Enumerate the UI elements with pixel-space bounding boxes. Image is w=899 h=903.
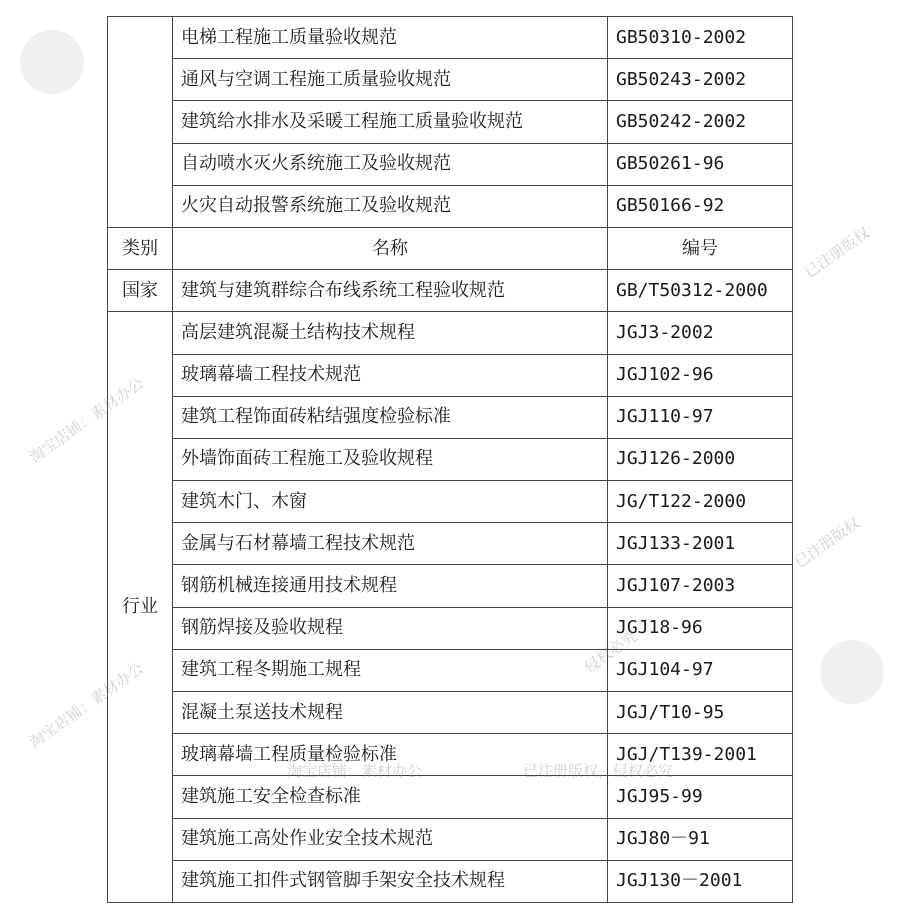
table-row bbox=[108, 59, 793, 101]
standard-code: JGJ/T10-95 bbox=[608, 692, 793, 734]
standard-code: JGJ/T139-2001 bbox=[608, 734, 793, 776]
standard-name: 建筑施工安全检查标准 bbox=[173, 776, 608, 818]
standard-name: 高层建筑混凝土结构技术规程 bbox=[173, 312, 608, 354]
standard-name: 建筑施工高处作业安全技术规范 bbox=[173, 818, 608, 860]
standard-code: JGJ107-2003 bbox=[608, 565, 793, 607]
watermark-shop-diagonal: 淘宝店铺：素材办公 bbox=[26, 374, 148, 467]
standard-name: 玻璃幕墙工程技术规范 bbox=[173, 354, 608, 396]
standard-name: 建筑施工扣件式钢管脚手架安全技术规程 bbox=[173, 860, 608, 902]
standard-code: JG/T122-2000 bbox=[608, 481, 793, 523]
watermark-registered-diagonal: 已注册版权 bbox=[801, 223, 873, 282]
header-name: 名称 bbox=[173, 227, 608, 269]
table-row bbox=[108, 354, 793, 396]
standard-name: 通风与空调工程施工质量验收规范 bbox=[173, 59, 608, 101]
table-row bbox=[108, 523, 793, 565]
watermark-shop: 淘宝店铺：素材办公 bbox=[287, 762, 423, 780]
standard-code: JGJ95-99 bbox=[608, 776, 793, 818]
table-row bbox=[108, 607, 793, 649]
standard-name: 建筑工程冬期施工规程 bbox=[173, 649, 608, 691]
standard-code: JGJ18-96 bbox=[608, 607, 793, 649]
standard-code: JGJ130－2001 bbox=[608, 860, 793, 902]
standard-name: 建筑给水排水及采暖工程施工质量验收规范 bbox=[173, 101, 608, 143]
elephant-watermark-icon bbox=[20, 30, 84, 94]
standard-name: 建筑工程饰面砖粘结强度检验标准 bbox=[173, 396, 608, 438]
category-industry: 行业 bbox=[108, 312, 173, 903]
category-cell-empty bbox=[108, 17, 173, 228]
standard-name: 外墙饰面砖工程施工及验收规程 bbox=[173, 438, 608, 480]
standard-name: 建筑与建筑群综合布线系统工程验收规范 bbox=[173, 270, 608, 312]
standard-code: GB50243-2002 bbox=[608, 59, 793, 101]
table-row bbox=[108, 734, 793, 776]
watermark-rights-diagonal: 侵权必究 bbox=[581, 627, 641, 677]
standard-code: JGJ133-2001 bbox=[608, 523, 793, 565]
standard-name: 钢筋机械连接通用技术规程 bbox=[173, 565, 608, 607]
table-row bbox=[108, 818, 793, 860]
watermark-registered-diagonal: 已注册版权 bbox=[791, 513, 863, 572]
table-header-row bbox=[108, 227, 793, 269]
table-row bbox=[108, 565, 793, 607]
table-row bbox=[108, 692, 793, 734]
table-row bbox=[108, 649, 793, 691]
table-row bbox=[108, 270, 793, 312]
table-row bbox=[108, 17, 793, 59]
table-row bbox=[108, 776, 793, 818]
standard-name: 金属与石材幕墙工程技术规范 bbox=[173, 523, 608, 565]
standard-name: 钢筋焊接及验收规程 bbox=[173, 607, 608, 649]
elephant-watermark-icon bbox=[820, 640, 884, 704]
standard-code: JGJ110-97 bbox=[608, 396, 793, 438]
standard-code: JGJ104-97 bbox=[608, 649, 793, 691]
watermark-rights: 已注册版权，侵权必究 bbox=[523, 762, 674, 780]
table-row bbox=[108, 438, 793, 480]
standard-name: 玻璃幕墙工程质量检验标准 bbox=[173, 734, 608, 776]
standard-name: 火灾自动报警系统施工及验收规范 bbox=[173, 185, 608, 227]
standard-code: GB50310-2002 bbox=[608, 17, 793, 59]
table-row bbox=[108, 481, 793, 523]
table-row bbox=[108, 312, 793, 354]
table-row bbox=[108, 396, 793, 438]
standards-table-container bbox=[107, 16, 792, 899]
table-row bbox=[108, 143, 793, 185]
standard-code: JGJ126-2000 bbox=[608, 438, 793, 480]
table-row bbox=[108, 185, 793, 227]
standard-name: 混凝土泵送技术规程 bbox=[173, 692, 608, 734]
standards-table bbox=[107, 16, 793, 903]
standard-code: GB50242-2002 bbox=[608, 101, 793, 143]
standard-name: 建筑木门、木窗 bbox=[173, 481, 608, 523]
standard-code: JGJ80－91 bbox=[608, 818, 793, 860]
standard-code: GB50166-92 bbox=[608, 185, 793, 227]
table-row bbox=[108, 860, 793, 902]
standard-code: GB50261-96 bbox=[608, 143, 793, 185]
table-row bbox=[108, 101, 793, 143]
standard-name: 自动喷水灭火系统施工及验收规范 bbox=[173, 143, 608, 185]
category-national: 国家 bbox=[108, 270, 173, 312]
watermark-shop-diagonal: 淘宝店铺：素材办公 bbox=[26, 659, 148, 752]
header-code: 编号 bbox=[608, 227, 793, 269]
standard-code: JGJ102-96 bbox=[608, 354, 793, 396]
standard-name: 电梯工程施工质量验收规范 bbox=[173, 17, 608, 59]
header-category: 类别 bbox=[108, 227, 173, 269]
standard-code: GB/T50312-2000 bbox=[608, 270, 793, 312]
standard-code: JGJ3-2002 bbox=[608, 312, 793, 354]
